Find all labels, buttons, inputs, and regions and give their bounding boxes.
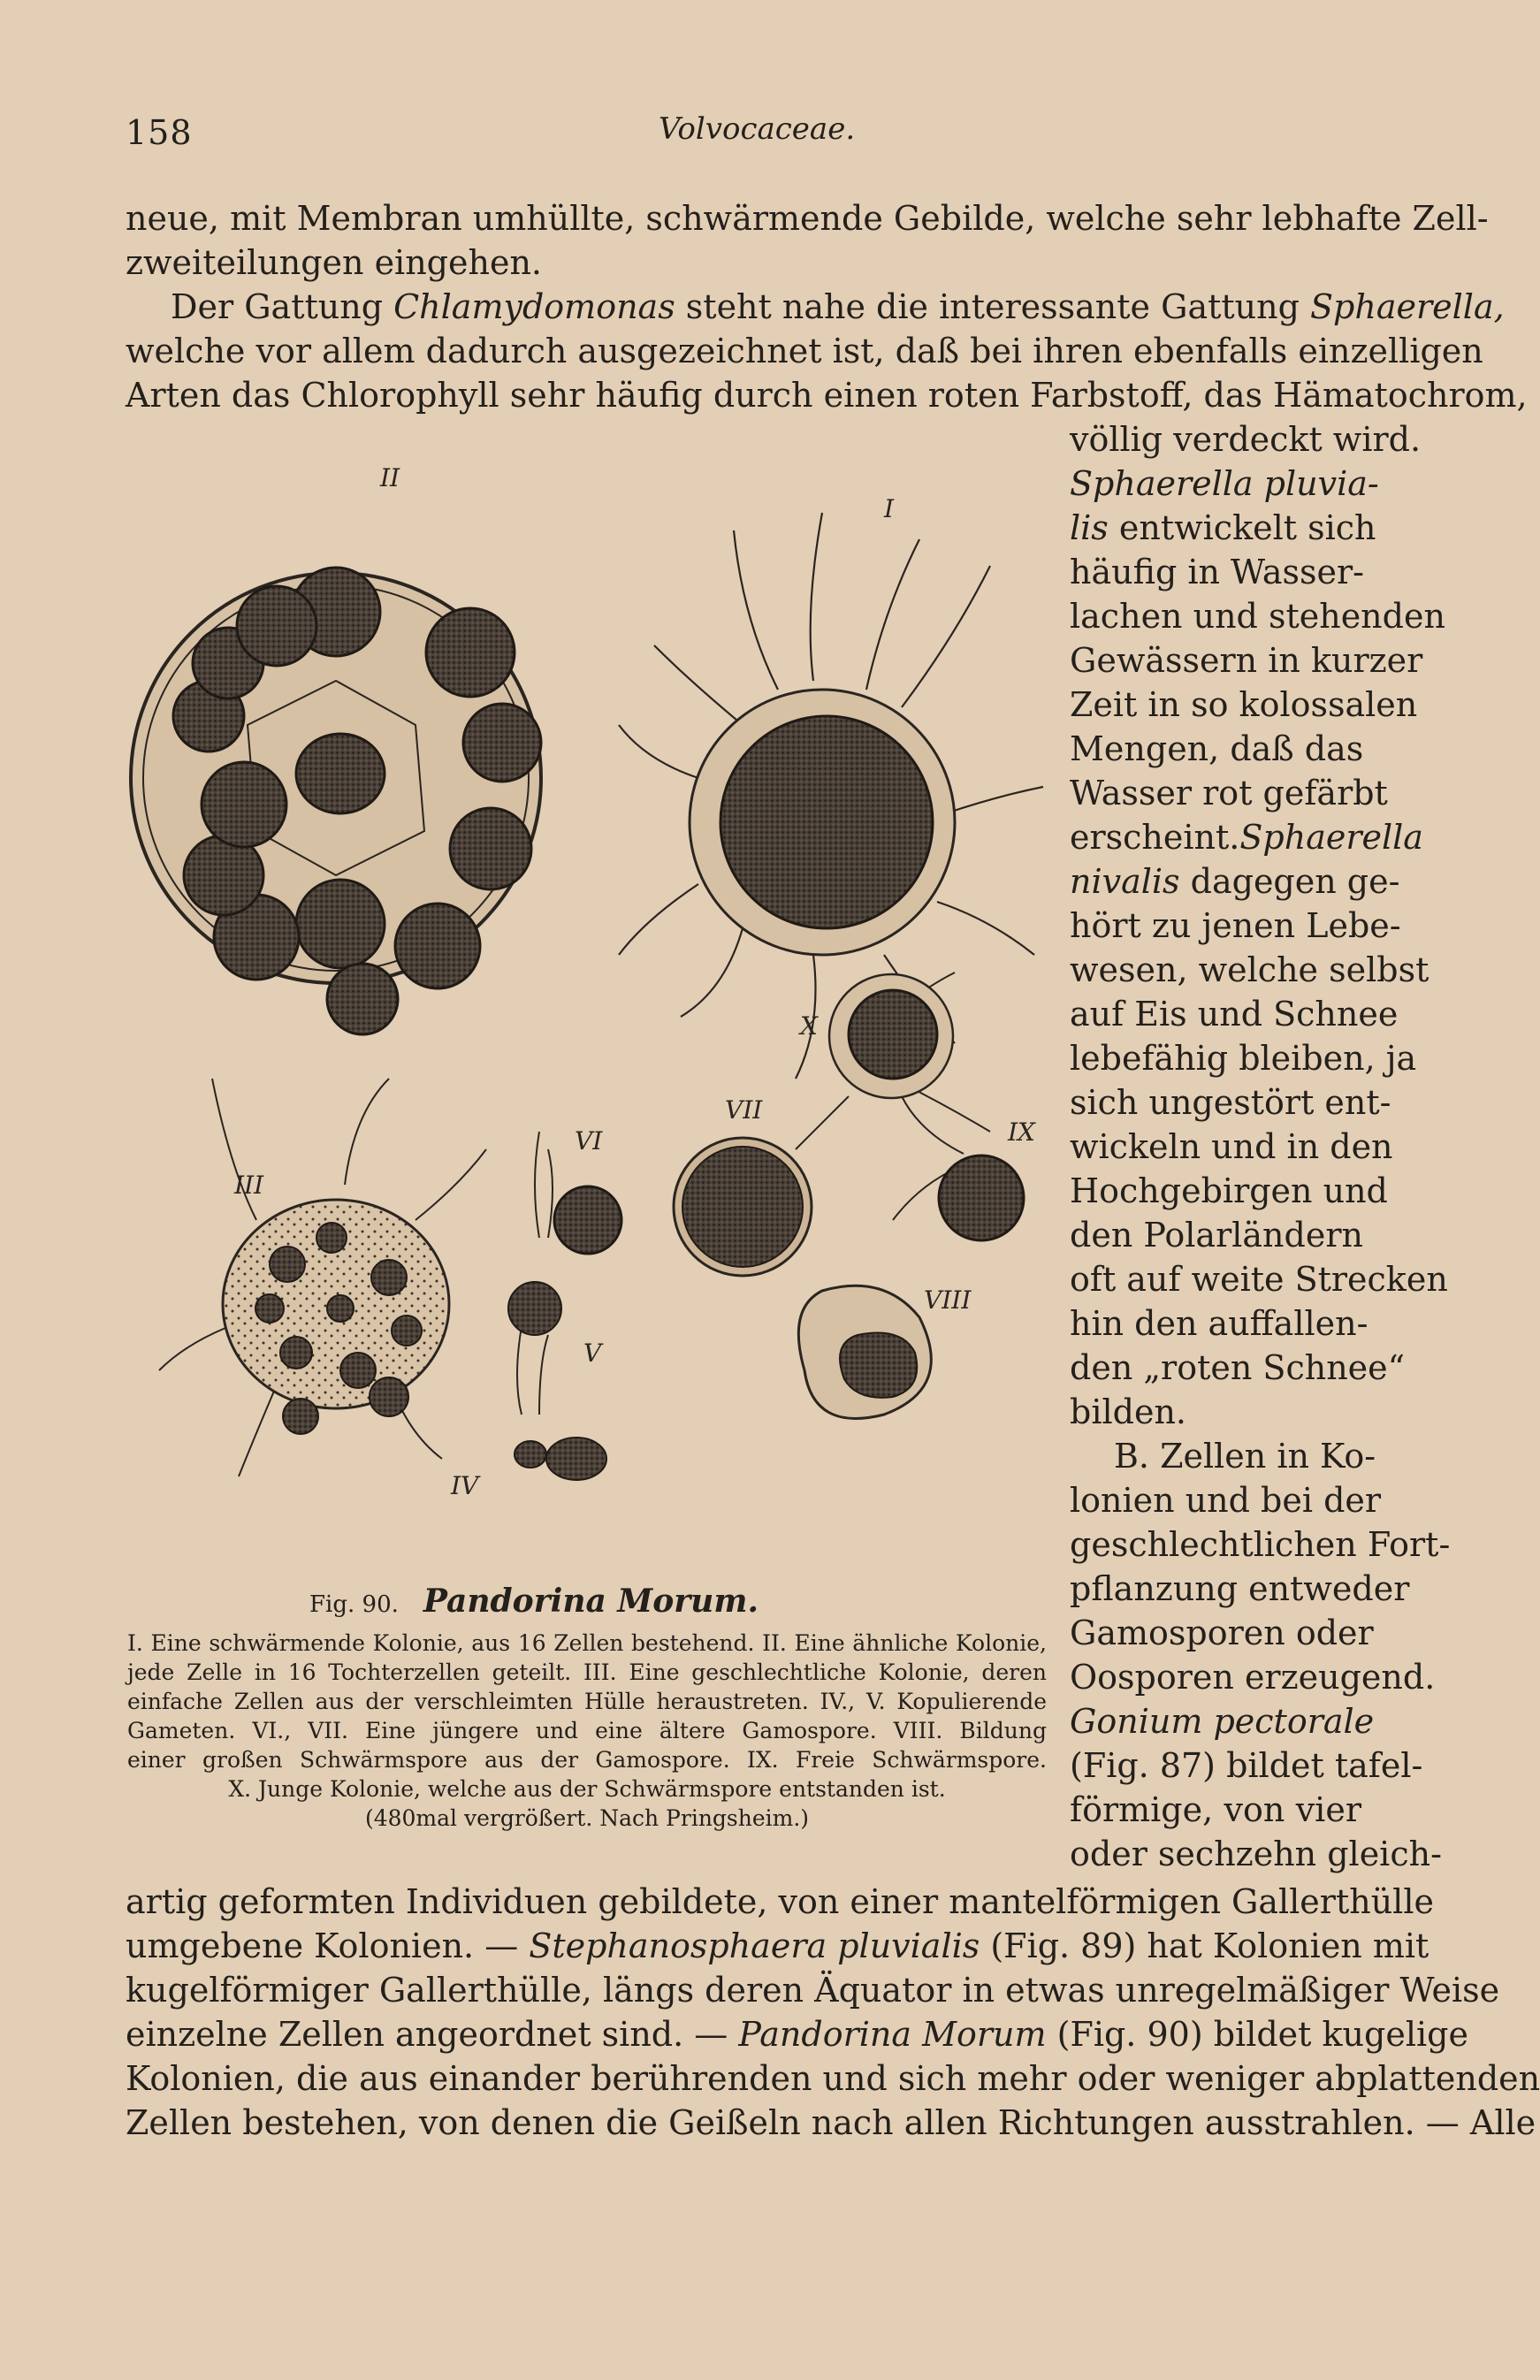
figure-species: Pandorina Morum.	[423, 1583, 759, 1620]
column-line	[1070, 728, 1364, 769]
column-span: hört zu jenen Lebe-	[1070, 906, 1401, 945]
column-span: Wasser rot gefärbt	[1070, 774, 1388, 812]
text-line: Zellen bestehen, von denen die Geißeln nach allen Richtungen ausstrahlen. — Alle	[126, 2103, 1536, 2142]
label-V: V	[583, 1339, 602, 1368]
label-X: X	[800, 1011, 818, 1041]
label-IV: IV	[451, 1471, 479, 1500]
column-span: lebefähig bleiben, ja	[1070, 1039, 1417, 1078]
gamospore-VI	[554, 1186, 621, 1254]
column-span: B. Zellen in Ko-	[1114, 1437, 1376, 1476]
column-line	[1070, 1524, 1451, 1565]
figure-number: Fig. 90.	[309, 1591, 399, 1618]
column-span: pflanzung entweder	[1070, 1569, 1410, 1608]
column-span: förmige, von vier	[1070, 1790, 1361, 1829]
text-line	[171, 286, 1505, 327]
text-span: Der Gattung	[171, 287, 394, 326]
caption-line: einfache Zellen aus der verschleimten Hülle heraustreten. IV., V. Kopulierende	[127, 1689, 1047, 1714]
text-line: welche vor allem dadurch ausgezeichnet ist, daß bei ihren ebenfalls einzelligen	[126, 332, 1483, 370]
column-line	[1070, 1215, 1361, 1255]
column-span: erscheint.	[1070, 818, 1240, 857]
figure-pandorina-morum	[124, 460, 1061, 1600]
column-span: auf Eis und Schnee	[1070, 995, 1399, 1034]
column-span: entwickelt sich	[1108, 508, 1376, 547]
column-span: Oosporen erzeugend.	[1070, 1658, 1436, 1697]
column-line	[1070, 1834, 1442, 1874]
column-line	[1070, 1082, 1391, 1123]
label-VII: VII	[725, 1095, 763, 1125]
column-line	[1070, 1259, 1448, 1300]
caption-line: einer großen Schwärmspore aus der Gamospore. IX. Freie Schwärmspore.	[127, 1747, 1047, 1773]
column-span: sich ungestört ent-	[1070, 1083, 1391, 1122]
column-line	[1070, 1568, 1410, 1609]
label-II: II	[380, 463, 400, 492]
column-span: wickeln und in den	[1070, 1127, 1393, 1166]
column-span: Gonium	[1070, 1702, 1203, 1741]
column-span: häufig in Wasser-	[1070, 553, 1364, 591]
column-span: Sphaerella pluvia-	[1070, 464, 1379, 503]
column-line	[1114, 1436, 1376, 1476]
column-span: Hochgebirgen und	[1070, 1171, 1388, 1210]
text-line: neue, mit Membran umhüllte, schwärmende Gebilde, welche sehr lebhafte Zell-	[126, 199, 1489, 238]
column-span: geschlechtlichen Fort-	[1070, 1525, 1451, 1564]
text-line: zweiteilungen eingehen.	[126, 243, 543, 282]
text-line: kugelförmiger Gallerthülle, längs deren Äquator in etwas unregelmäßiger Weise	[126, 1971, 1500, 2010]
swarmspore-IX	[893, 1096, 1024, 1240]
column-span: den Polarländern	[1070, 1216, 1363, 1255]
colony-III	[159, 1079, 486, 1476]
column-span: dagegen ge-	[1179, 862, 1400, 901]
column-line	[1070, 950, 1429, 990]
column-line	[1070, 1657, 1436, 1697]
genus-name: Sphaerella,	[1310, 287, 1505, 326]
column-line	[1070, 640, 1423, 681]
gamospore-VIII	[798, 1285, 931, 1418]
column-line	[1070, 1347, 1406, 1388]
column-line	[1070, 1171, 1388, 1211]
column-line	[1070, 463, 1379, 504]
text-line: artig geformten Individuen gebildete, von einer mantelförmigen Gallerthülle	[126, 1882, 1434, 1921]
colony-I-cells	[720, 716, 933, 928]
column-line	[1070, 994, 1399, 1034]
column-line	[1070, 1701, 1375, 1742]
column-line	[1070, 905, 1401, 946]
column-line	[1070, 817, 1423, 858]
text-line	[126, 2014, 1468, 2055]
running-title: Volvocaceae.	[659, 111, 856, 147]
column-line	[1070, 1126, 1393, 1167]
column-line	[1070, 507, 1376, 548]
caption-line: (480mal vergrößert. Nach Pringsheim.)	[364, 1805, 810, 1831]
column-line	[1070, 1745, 1423, 1786]
column-line	[1070, 1789, 1361, 1830]
column-line	[1070, 684, 1418, 725]
column-span: wesen, welche selbst	[1070, 950, 1429, 989]
column-line	[1070, 861, 1400, 902]
caption-line: jede Zelle in 16 Tochterzellen geteilt. III. Eine geschlechtliche Kolonie, deren	[127, 1659, 1047, 1685]
column-line	[1070, 1392, 1361, 1432]
column-span: pectorale	[1202, 1702, 1375, 1741]
colony-X	[796, 973, 990, 1149]
column-span: lachen und stehenden	[1070, 597, 1445, 636]
genus-name: Chlamydomonas	[393, 287, 675, 326]
column-span: oder sechzehn gleich-	[1070, 1835, 1442, 1873]
text-span: umgebene Kolonien. —	[126, 1926, 530, 1965]
text-line	[126, 1926, 1429, 1966]
column-line	[1070, 596, 1445, 637]
column-line	[1070, 773, 1388, 813]
column-span: Mengen, daß das	[1070, 729, 1364, 768]
column-span: oft auf weite Strecken	[1070, 1260, 1448, 1299]
text-span: einzelne Zellen angeordnet sind. —	[126, 2015, 739, 2054]
label-VIII: VIII	[924, 1285, 972, 1315]
column-span: Sphaerella	[1239, 818, 1423, 857]
column-line	[1070, 1038, 1417, 1079]
column-span: den „roten Schnee“	[1070, 1348, 1406, 1387]
gametes-V-IV	[508, 1132, 606, 1480]
column-line	[1070, 1480, 1382, 1521]
caption-line: I. Eine schwärmende Kolonie, aus 16 Zellen bestehend. II. Eine ähnliche Kolonie,	[127, 1630, 1047, 1656]
text-span: steht nahe die interessante Gattung	[675, 287, 1311, 326]
column-line	[1070, 1303, 1368, 1344]
column-span: Zeit in so kolossalen	[1070, 685, 1418, 724]
column-span: Gamosporen oder	[1070, 1613, 1374, 1652]
species-name: Pandorina Morum	[738, 2015, 1047, 2054]
column-span: Gewässern in kurzer	[1070, 641, 1423, 680]
text-span: (Fig. 90) bildet kugelige	[1046, 2015, 1468, 2054]
text-span: (Fig. 89) hat Kolonien mit	[980, 1926, 1429, 1965]
label-III: III	[234, 1171, 264, 1200]
column-span: (Fig. 87) bildet tafel-	[1070, 1746, 1423, 1785]
label-I: I	[884, 494, 895, 523]
column-line	[1070, 419, 1422, 460]
species-name: Stephanosphaera pluvialis	[529, 1926, 980, 1965]
gamospore-VII	[674, 1138, 812, 1276]
column-span: lis	[1070, 508, 1109, 547]
label-VI: VI	[575, 1126, 603, 1156]
page-number: 158	[126, 113, 193, 152]
caption-line: Gameten. VI., VII. Eine jüngere und eine ältere Gamospore. VIII. Bildung	[127, 1718, 1047, 1743]
column-span: nivalis	[1070, 862, 1180, 901]
column-span: hin den auffallen-	[1070, 1304, 1368, 1343]
text-line: Arten das Chlorophyll sehr häufig durch einen roten Farbstoff, das Hämatochrom,	[126, 376, 1528, 415]
text-line: Kolonien, die aus einander berührenden und sich mehr oder weniger abplattenden	[126, 2059, 1540, 2098]
figure-caption-title	[309, 1583, 759, 1620]
column-span: lonien und bei der	[1070, 1481, 1382, 1520]
colony-II	[131, 568, 541, 1034]
caption-line: X. Junge Kolonie, welche aus der Schwärmspore entstanden ist.	[228, 1776, 946, 1802]
label-IX: IX	[1008, 1118, 1035, 1147]
column-span: bilden.	[1070, 1392, 1186, 1431]
column-line	[1070, 552, 1364, 592]
column-line	[1070, 1613, 1374, 1653]
column-span: völlig verdeckt wird.	[1070, 420, 1422, 459]
